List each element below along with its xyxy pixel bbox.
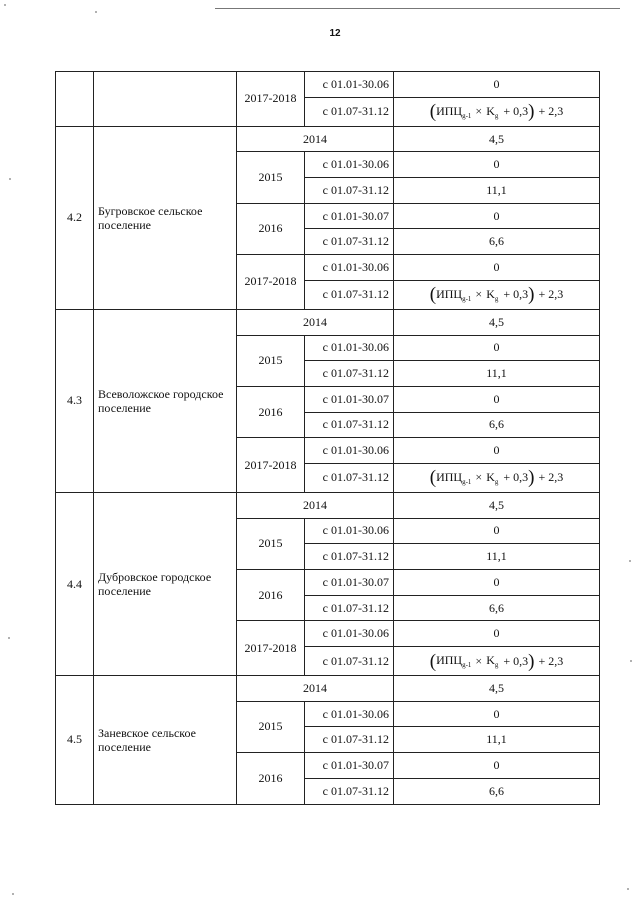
formula-plus-const: + 0,3 bbox=[503, 287, 529, 302]
formula bbox=[430, 652, 564, 671]
period-cell: с 01.07-31.12 bbox=[305, 544, 394, 570]
value-cell: 0 bbox=[394, 621, 600, 647]
formula-times: × bbox=[475, 653, 483, 668]
formula-tail: + 2,3 bbox=[538, 287, 564, 302]
formula bbox=[430, 102, 564, 121]
table-row bbox=[56, 676, 600, 702]
formula-times: × bbox=[475, 104, 483, 119]
formula-cell bbox=[394, 280, 600, 309]
table-row bbox=[56, 492, 600, 518]
formula-ipc: $ИПЦ_{g-1}$ bbox=[436, 103, 472, 120]
scan-speck bbox=[9, 178, 11, 180]
scan-speck bbox=[629, 560, 631, 562]
value-cell: 0 bbox=[394, 386, 600, 412]
scan-speck bbox=[627, 888, 629, 890]
section-name: Заневское сельское поселение bbox=[94, 676, 237, 804]
section-number: 4.5 bbox=[56, 676, 94, 804]
period-cell: с 01.07-31.12 bbox=[305, 463, 394, 492]
year-cell: 2017-2018 bbox=[237, 255, 305, 310]
scan-speck bbox=[8, 637, 10, 639]
formula-k: $K_g$ bbox=[486, 653, 499, 670]
formula-close-paren: ) bbox=[528, 467, 535, 489]
formula-times: × bbox=[475, 470, 483, 485]
period-cell: с 01.01-30.06 bbox=[305, 701, 394, 727]
formula-tail: + 2,3 bbox=[538, 653, 564, 668]
formula-cell bbox=[394, 463, 600, 492]
value-cell: 11,1 bbox=[394, 361, 600, 387]
formula-plus-const: + 0,3 bbox=[503, 653, 529, 668]
section-number: 4.2 bbox=[56, 126, 94, 309]
formula-open-paren: ( bbox=[429, 101, 437, 123]
formula-tail: + 2,3 bbox=[538, 470, 564, 485]
period-cell: с 01.07-31.12 bbox=[305, 778, 394, 804]
period-cell: с 01.01-30.07 bbox=[305, 386, 394, 412]
value-cell: 0 bbox=[394, 335, 600, 361]
formula-close-paren: ) bbox=[528, 650, 535, 672]
formula-close-paren: ) bbox=[528, 284, 535, 306]
table-row bbox=[56, 72, 600, 98]
scan-speck bbox=[95, 11, 97, 13]
period-cell: с 01.01-30.06 bbox=[305, 335, 394, 361]
formula-cell bbox=[394, 97, 600, 126]
period-cell: с 01.01-30.06 bbox=[305, 152, 394, 178]
formula-k: $K_g$ bbox=[486, 469, 499, 486]
value-cell: 6,6 bbox=[394, 778, 600, 804]
top-rule bbox=[215, 8, 620, 9]
year-cell: 2016 bbox=[237, 753, 305, 804]
section-name: Дубровское городское поселение bbox=[94, 492, 237, 675]
section-number: 4.3 bbox=[56, 309, 94, 492]
formula-open-paren: ( bbox=[429, 650, 437, 672]
period-cell: с 01.07-31.12 bbox=[305, 412, 394, 438]
year-2014-cell: 2014 bbox=[237, 126, 394, 152]
value-cell: 11,1 bbox=[394, 178, 600, 204]
year-cell: 2015 bbox=[237, 335, 305, 386]
period-cell: с 01.07-31.12 bbox=[305, 280, 394, 309]
year-2014-cell: 2014 bbox=[237, 492, 394, 518]
value-cell: 4,5 bbox=[394, 126, 600, 152]
value-cell: 0 bbox=[394, 701, 600, 727]
formula-close-paren: ) bbox=[528, 101, 535, 123]
year-cell: 2015 bbox=[237, 152, 305, 203]
formula-plus-const: + 0,3 bbox=[503, 470, 529, 485]
value-cell: 0 bbox=[394, 152, 600, 178]
formula-k: $K_g$ bbox=[486, 103, 499, 120]
formula-open-paren: ( bbox=[429, 467, 437, 489]
scan-speck bbox=[630, 660, 632, 662]
year-cell: 2016 bbox=[237, 203, 305, 254]
year-cell: 2016 bbox=[237, 570, 305, 621]
formula-cell bbox=[394, 647, 600, 676]
page-number: 12 bbox=[329, 28, 341, 39]
value-cell: 0 bbox=[394, 518, 600, 544]
section-name: Всеволожское городское поселение bbox=[94, 309, 237, 492]
value-cell: 0 bbox=[394, 72, 600, 98]
period-cell: с 01.01-30.06 bbox=[305, 438, 394, 464]
value-cell: 0 bbox=[394, 570, 600, 596]
formula-open-paren: ( bbox=[429, 284, 437, 306]
formula-times: × bbox=[475, 287, 483, 302]
period-cell: с 01.07-31.12 bbox=[305, 178, 394, 204]
period-cell: с 01.01-30.06 bbox=[305, 518, 394, 544]
year-cell: 2017-2018 bbox=[237, 72, 305, 127]
value-cell: 4,5 bbox=[394, 676, 600, 702]
scan-speck bbox=[12, 893, 14, 895]
formula-tail: + 2,3 bbox=[538, 104, 564, 119]
year-cell: 2015 bbox=[237, 518, 305, 569]
value-cell: 0 bbox=[394, 438, 600, 464]
period-cell: с 01.07-31.12 bbox=[305, 727, 394, 753]
value-cell: 4,5 bbox=[394, 309, 600, 335]
period-cell: с 01.01-30.06 bbox=[305, 72, 394, 98]
formula-k: $K_g$ bbox=[486, 286, 499, 303]
period-cell: с 01.07-31.12 bbox=[305, 97, 394, 126]
period-cell: с 01.07-31.12 bbox=[305, 229, 394, 255]
scan-speck bbox=[4, 4, 6, 6]
period-cell: с 01.01-30.06 bbox=[305, 255, 394, 281]
formula-ipc: $ИПЦ_{g-1}$ bbox=[436, 469, 472, 486]
value-cell: 11,1 bbox=[394, 544, 600, 570]
year-2014-cell: 2014 bbox=[237, 676, 394, 702]
period-cell: с 01.07-31.12 bbox=[305, 647, 394, 676]
name-cell bbox=[94, 72, 237, 127]
value-cell: 11,1 bbox=[394, 727, 600, 753]
formula-plus-const: + 0,3 bbox=[503, 104, 529, 119]
table-row bbox=[56, 309, 600, 335]
formula-ipc: $ИПЦ_{g-1}$ bbox=[436, 653, 472, 670]
section-name: Бугровское сельское поселение bbox=[94, 126, 237, 309]
section-number: 4.4 bbox=[56, 492, 94, 675]
period-cell: с 01.07-31.12 bbox=[305, 361, 394, 387]
value-cell: 6,6 bbox=[394, 229, 600, 255]
value-cell: 6,6 bbox=[394, 595, 600, 621]
formula-ipc: $ИПЦ_{g-1}$ bbox=[436, 286, 472, 303]
period-cell: с 01.01-30.07 bbox=[305, 570, 394, 596]
num-cell bbox=[56, 72, 94, 127]
value-cell: 0 bbox=[394, 753, 600, 779]
tariff-table bbox=[55, 71, 600, 805]
year-cell: 2016 bbox=[237, 386, 305, 437]
value-cell: 4,5 bbox=[394, 492, 600, 518]
formula bbox=[430, 468, 564, 487]
value-cell: 6,6 bbox=[394, 412, 600, 438]
year-cell: 2017-2018 bbox=[237, 621, 305, 676]
formula bbox=[430, 285, 564, 304]
period-cell: с 01.01-30.07 bbox=[305, 753, 394, 779]
year-cell: 2015 bbox=[237, 701, 305, 752]
period-cell: с 01.01-30.06 bbox=[305, 621, 394, 647]
table-row bbox=[56, 126, 600, 152]
period-cell: с 01.01-30.07 bbox=[305, 203, 394, 229]
value-cell: 0 bbox=[394, 203, 600, 229]
year-cell: 2017-2018 bbox=[237, 438, 305, 493]
value-cell: 0 bbox=[394, 255, 600, 281]
period-cell: с 01.07-31.12 bbox=[305, 595, 394, 621]
year-2014-cell: 2014 bbox=[237, 309, 394, 335]
